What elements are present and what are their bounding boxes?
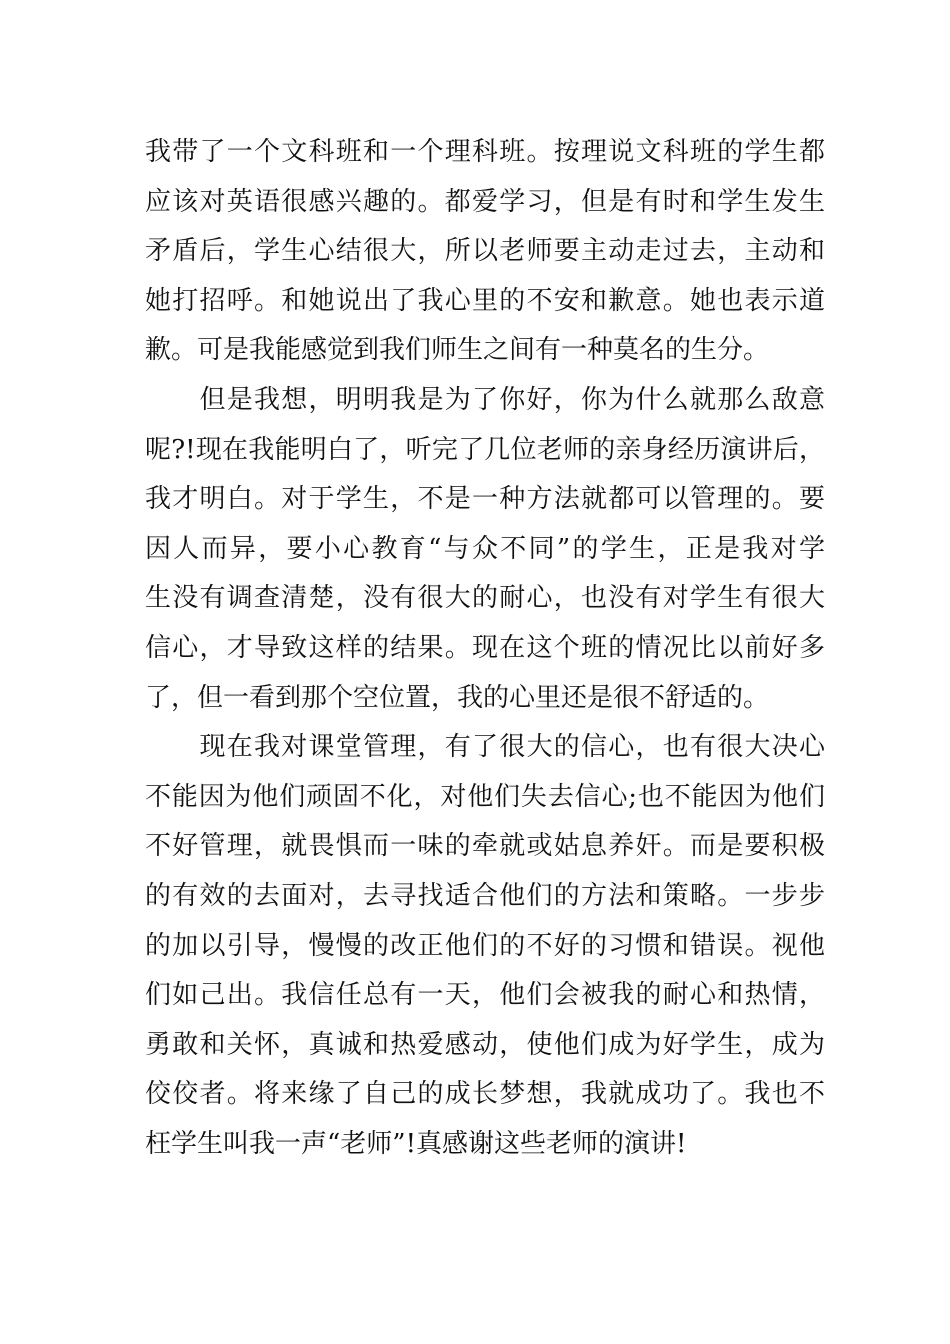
text-line: 我才明白。对于学生，不是一种方法就都可以管理的。要 xyxy=(145,484,825,515)
text-line: 现在我对课堂管理，有了很大的信心，也有很大决心 xyxy=(145,732,825,763)
text-line: 她打招呼。和她说出了我心里的不安和歉意。她也表示道 xyxy=(145,285,825,316)
body-text xyxy=(145,128,825,1169)
text-line: 但是我想，明明我是为了你好，你为什么就那么敌意 xyxy=(145,384,825,415)
text-line: 枉学生叫我一声“老师”!真感谢这些老师的演讲! xyxy=(145,1128,687,1159)
text-line: 不好管理，就畏惧而一味的牵就或姑息养奸。而是要积极 xyxy=(145,831,825,862)
text-line: 了，但一看到那个空位置，我的心里还是很不舒适的。 xyxy=(145,682,770,713)
text-line: 信心，才导致这样的结果。现在这个班的情况比以前好多 xyxy=(145,632,825,663)
text-line: 不能因为他们顽固不化，对他们失去信心;也不能因为他们 xyxy=(145,781,825,812)
text-line: 应该对英语很感兴趣的。都爱学习，但是有时和学生发生 xyxy=(145,186,825,217)
text-line: 我带了一个文科班和一个理科班。按理说文科班的学生都 xyxy=(145,137,825,167)
text-line: 矛盾后，学生心结很大，所以老师要主动走过去，主动和 xyxy=(145,236,825,267)
text-line: 的有效的去面对，去寻找适合他们的方法和策略。一步步 xyxy=(145,880,825,911)
text-line: 的加以引导，慢慢的改正他们的不好的习惯和错误。视他 xyxy=(145,930,825,961)
text-line: 们如己出。我信任总有一天，他们会被我的耐心和热情， xyxy=(145,980,825,1011)
text-line: 佼佼者。将来缘了自己的成长梦想，我就成功了。我也不 xyxy=(145,1079,825,1110)
text-line: 生没有调查清楚，没有很大的耐心，也没有对学生有很大 xyxy=(145,583,825,614)
text-line: 呢?!现在我能明白了，听完了几位老师的亲身经历演讲后， xyxy=(145,434,825,465)
text-line: 因人而异，要小心教育“与众不同”的学生，正是我对学 xyxy=(145,533,825,564)
text-line: 勇敢和关怀，真诚和热爱感动，使他们成为好学生，成为 xyxy=(145,1029,825,1060)
text-line: 歉。可是我能感觉到我们师生之间有一种莫名的生分。 xyxy=(145,335,770,366)
